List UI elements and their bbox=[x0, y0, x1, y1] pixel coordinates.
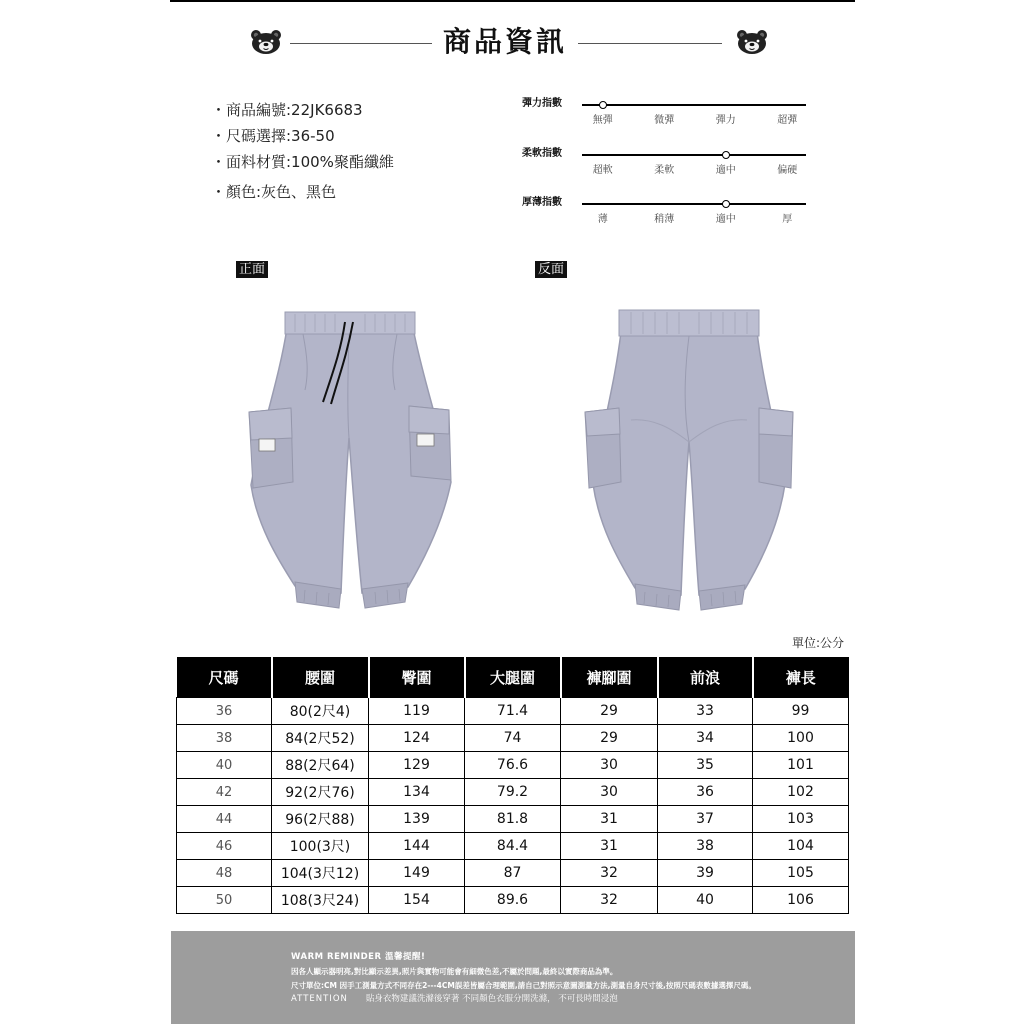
table-cell: 103 bbox=[753, 806, 849, 833]
table-cell: 106 bbox=[753, 887, 849, 914]
table-cell: 104(3尺12) bbox=[272, 860, 369, 887]
table-row bbox=[177, 833, 849, 860]
table-header-cell: 大腿圍 bbox=[465, 657, 561, 698]
table-header-row bbox=[177, 657, 849, 698]
table-cell: 37 bbox=[658, 806, 753, 833]
index-scale bbox=[572, 114, 818, 128]
table-cell: 46 bbox=[177, 833, 272, 860]
table-body bbox=[177, 698, 849, 914]
scale-label: 無彈 bbox=[592, 115, 613, 126]
table-cell: 44 bbox=[177, 806, 272, 833]
index-knob bbox=[599, 101, 607, 109]
table-cell: 108(3尺24) bbox=[272, 887, 369, 914]
title-line-right bbox=[578, 43, 722, 44]
table-cell: 40 bbox=[177, 752, 272, 779]
table-cell: 30 bbox=[561, 779, 658, 806]
table-cell: 84.4 bbox=[465, 833, 561, 860]
index-label: 柔軟指數 bbox=[522, 148, 562, 159]
table-cell: 71.4 bbox=[465, 698, 561, 725]
table-row bbox=[177, 698, 849, 725]
table-header-cell: 褲長 bbox=[753, 657, 849, 698]
page-title: 商品資訊 bbox=[443, 25, 568, 58]
table-cell: 87 bbox=[465, 860, 561, 887]
scale-label: 微彈 bbox=[654, 115, 675, 126]
scale-label: 偏硬 bbox=[777, 165, 798, 176]
table-cell: 36 bbox=[177, 698, 272, 725]
table-cell: 100(3尺) bbox=[272, 833, 369, 860]
table-cell: 35 bbox=[658, 752, 753, 779]
front-view-label: 正面 bbox=[236, 261, 268, 278]
scale-label: 彈力 bbox=[715, 115, 736, 126]
index-scale bbox=[572, 213, 818, 227]
table-cell: 100 bbox=[753, 725, 849, 752]
table-cell: 29 bbox=[561, 725, 658, 752]
table-cell: 76.6 bbox=[465, 752, 561, 779]
table-cell: 36 bbox=[658, 779, 753, 806]
table-header-cell: 尺碼 bbox=[177, 657, 272, 698]
table-cell: 48 bbox=[177, 860, 272, 887]
title-line-left bbox=[290, 43, 432, 44]
scale-label: 稍薄 bbox=[654, 214, 675, 225]
table-cell: 81.8 bbox=[465, 806, 561, 833]
index-knob bbox=[722, 151, 730, 159]
index-label: 彈力指數 bbox=[522, 98, 562, 109]
spec-item-code: ・商品編號:22JK6683 bbox=[211, 101, 363, 119]
table-cell: 104 bbox=[753, 833, 849, 860]
table-cell: 38 bbox=[177, 725, 272, 752]
index-label: 厚薄指數 bbox=[522, 197, 562, 208]
scale-label: 薄 bbox=[597, 214, 608, 225]
table-cell: 99 bbox=[753, 698, 849, 725]
table-cell: 33 bbox=[658, 698, 753, 725]
attention-line bbox=[291, 993, 618, 1005]
index-row-softness bbox=[522, 147, 822, 181]
index-track bbox=[582, 203, 806, 205]
scale-label: 超彈 bbox=[777, 115, 798, 126]
spec-item-material: ・面料材質:100%聚酯纖維 bbox=[211, 153, 394, 171]
index-knob bbox=[722, 200, 730, 208]
notice-line: 尺寸單位:CM 因手工測量方式不同存在2---4CM誤差皆屬合理範圍,請自己對照示意圖測量方法,測量自身尺寸後,按照尺碼表數據選擇尺碼。 bbox=[291, 981, 756, 990]
table-cell: 39 bbox=[658, 860, 753, 887]
unit-label: 單位:公分 bbox=[792, 636, 845, 650]
table-cell: 74 bbox=[465, 725, 561, 752]
table-row bbox=[177, 779, 849, 806]
notice-line: 因各人顯示器明亮,對比顯示差異,照片與實物可能會有細微色差,不屬於問題,最終以實際商品為準。 bbox=[291, 967, 618, 976]
table-cell: 124 bbox=[369, 725, 465, 752]
table-cell: 80(2尺4) bbox=[272, 698, 369, 725]
attention-text: 貼身衣物建議洗滌後穿著 不同顏色衣服分開洗滌， 不可長時間浸泡 bbox=[365, 994, 618, 1004]
table-cell: 119 bbox=[369, 698, 465, 725]
table-cell: 92(2尺76) bbox=[272, 779, 369, 806]
table-row bbox=[177, 860, 849, 887]
table-cell: 30 bbox=[561, 752, 658, 779]
table-cell: 154 bbox=[369, 887, 465, 914]
table-cell: 149 bbox=[369, 860, 465, 887]
table-cell: 139 bbox=[369, 806, 465, 833]
table-cell: 29 bbox=[561, 698, 658, 725]
table-cell: 88(2尺64) bbox=[272, 752, 369, 779]
table-cell: 31 bbox=[561, 806, 658, 833]
table-cell: 31 bbox=[561, 833, 658, 860]
table-cell: 105 bbox=[753, 860, 849, 887]
attention-label: ATTENTION bbox=[291, 994, 348, 1004]
notice-box bbox=[171, 931, 855, 1024]
notice-title: WARM REMINDER 溫馨提醒! bbox=[291, 952, 426, 962]
table-cell: 84(2尺52) bbox=[272, 725, 369, 752]
index-row-thickness bbox=[522, 196, 822, 230]
bear-icon bbox=[250, 30, 282, 54]
scale-label: 柔軟 bbox=[654, 165, 675, 176]
table-cell: 38 bbox=[658, 833, 753, 860]
spec-item-size: ・尺碼選擇:36-50 bbox=[211, 127, 335, 145]
table-cell: 32 bbox=[561, 887, 658, 914]
table-cell: 42 bbox=[177, 779, 272, 806]
table-header-cell: 臀圍 bbox=[369, 657, 465, 698]
table-cell: 134 bbox=[369, 779, 465, 806]
table-cell: 32 bbox=[561, 860, 658, 887]
table-cell: 50 bbox=[177, 887, 272, 914]
table-cell: 101 bbox=[753, 752, 849, 779]
index-row-elasticity bbox=[522, 97, 822, 131]
table-cell: 79.2 bbox=[465, 779, 561, 806]
table-cell: 144 bbox=[369, 833, 465, 860]
table-header-cell: 腰圍 bbox=[272, 657, 369, 698]
table-header-cell: 褲腳圍 bbox=[561, 657, 658, 698]
pants-back-icon bbox=[583, 308, 795, 612]
table-cell: 89.6 bbox=[465, 887, 561, 914]
table-row bbox=[177, 887, 849, 914]
table-header-cell: 前浪 bbox=[658, 657, 753, 698]
scale-label: 適中 bbox=[715, 214, 736, 225]
table-cell: 129 bbox=[369, 752, 465, 779]
index-scale bbox=[572, 164, 818, 178]
table-cell: 40 bbox=[658, 887, 753, 914]
pants-front-icon bbox=[245, 310, 455, 610]
table-cell: 34 bbox=[658, 725, 753, 752]
table-row bbox=[177, 752, 849, 779]
scale-label: 超軟 bbox=[592, 165, 613, 176]
table-row bbox=[177, 725, 849, 752]
index-track bbox=[582, 154, 806, 156]
scale-label: 厚 bbox=[782, 214, 793, 225]
spec-item-color: ・顏色:灰色、黑色 bbox=[211, 183, 337, 201]
index-track bbox=[582, 104, 806, 106]
table-cell: 102 bbox=[753, 779, 849, 806]
table-cell: 96(2尺88) bbox=[272, 806, 369, 833]
bear-icon bbox=[736, 30, 768, 54]
back-view-label: 反面 bbox=[535, 261, 567, 278]
scale-label: 適中 bbox=[715, 165, 736, 176]
size-table bbox=[176, 657, 849, 914]
table-row bbox=[177, 806, 849, 833]
top-divider bbox=[170, 0, 855, 2]
